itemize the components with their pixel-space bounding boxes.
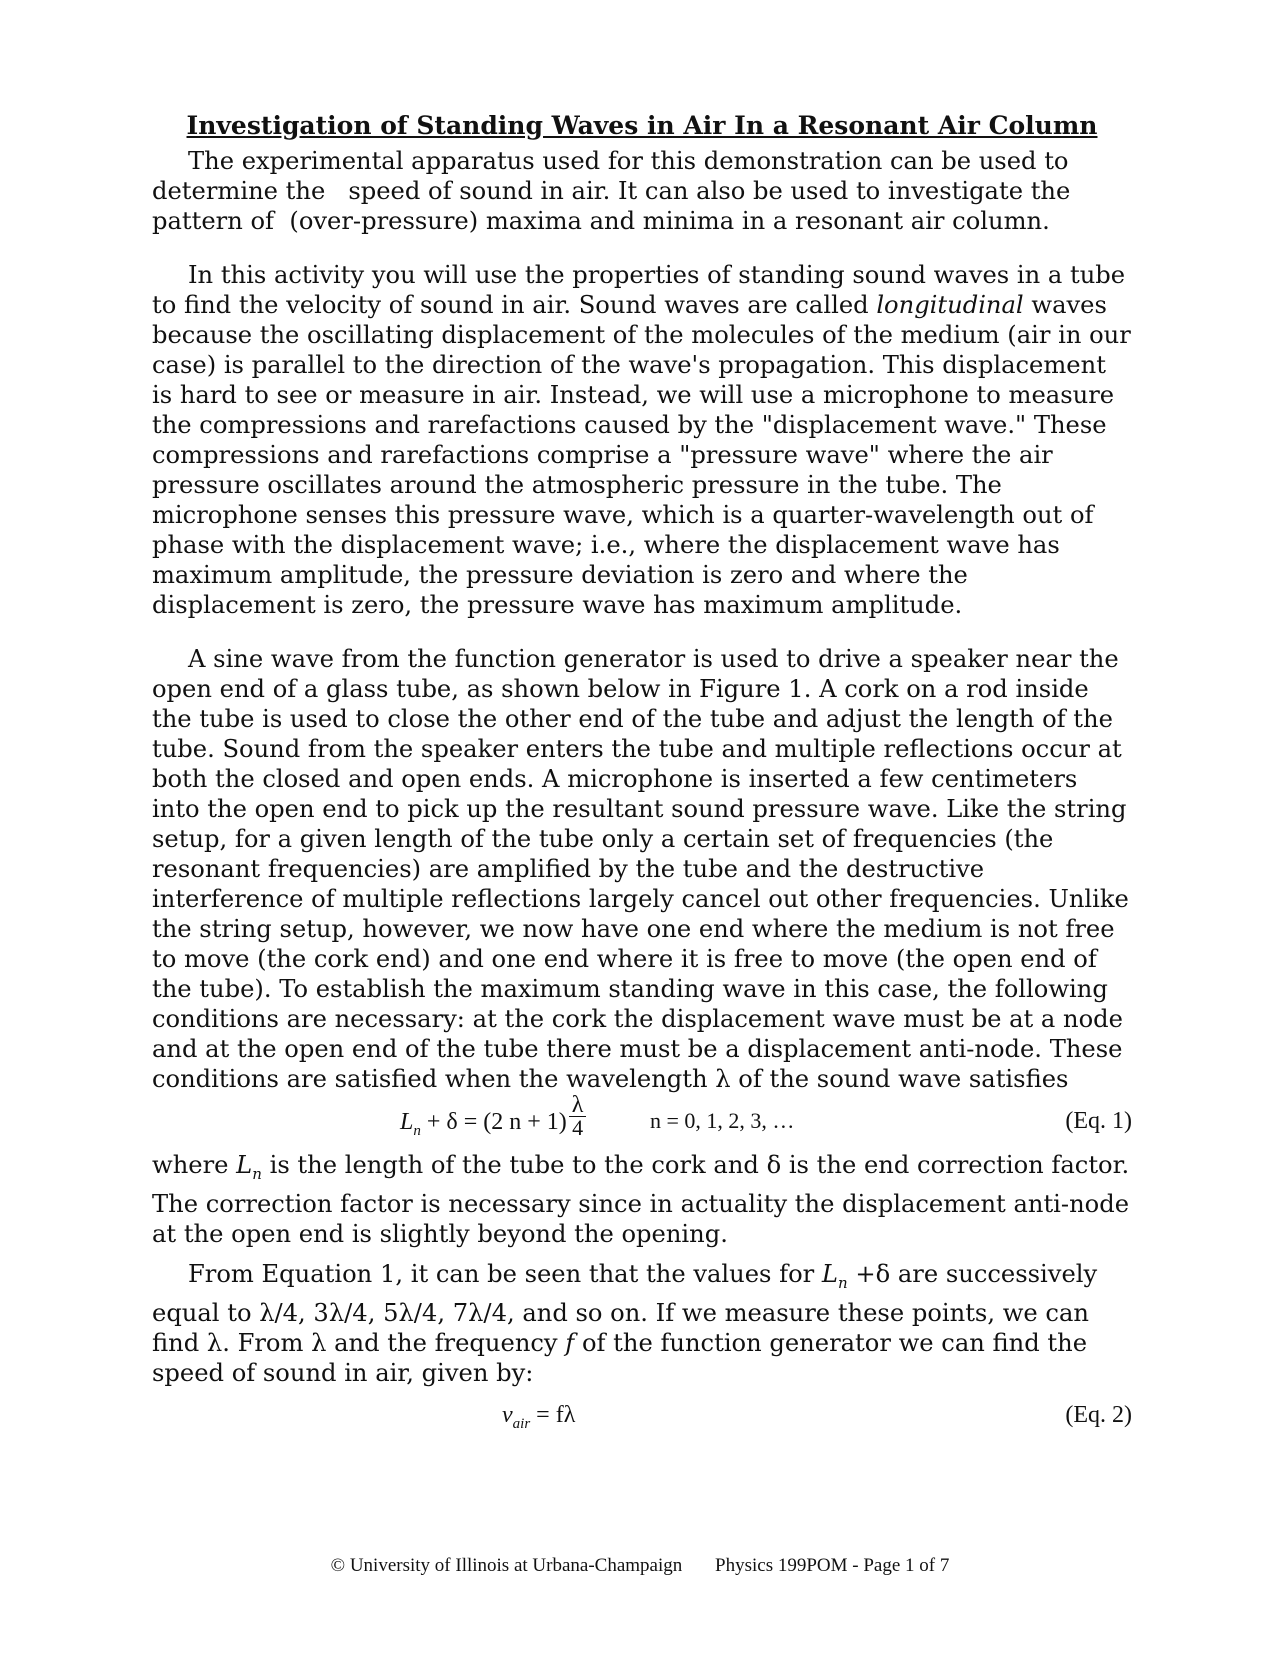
eq1-label: (Eq. 1) (1065, 1108, 1132, 1134)
paragraph-apparatus: A sine wave from the function generator is used to drive a speaker near the open end of a glass tube, as shown below in Figure 1. A cork on a rod inside the tube is used to close the other end of the tube and adjust the length of the tube. Sound from the speaker enters the tube and multiple reflections occur at both the closed and open ends. A microphone is inserted a few centimeters into the open end to pick up the resultant sound pressure wave. Like the string setup, for a given length of the tube only a certain set of frequencies (the resonant frequencies) are amplified by the tube and the destructive interference of multiple reflections largely cancel out other frequencies. Unlike the string setup, however, we now have one end where the medium is not free to move (the cork end) and one end where it is free to move (the open end of the tube). To establish the maximum standing wave in this case, the following conditions are necessary: at the cork the displacement wave must be at a node and at the open end of the tube there must be a displacement anti-node. These conditions are satisfied when the wavelength λ of the sound wave satisfies (152, 645, 1129, 1093)
equation-2 (152, 1388, 1132, 1442)
equation-1 (152, 1094, 1132, 1150)
p2-text-a: In this activity you will use the properties of standing sound waves in a tube to find the velocity of sound in air. Sound waves are called (152, 261, 1126, 319)
eq2-label: (Eq. 2) (1065, 1401, 1132, 1428)
footer-page-number: Physics 199POM - Page 1 of 7 (715, 1555, 950, 1576)
paragraph-end-correction: where $L_n$ is the length of the tube to the cork and δ is the end correction factor. The correction factor is necessary since in actuality the displacement anti-node at the open end is slightly beyond the opening. (152, 1151, 1130, 1248)
paragraph-longitudinal (152, 260, 1132, 620)
eq1-numerator: λ (569, 1094, 587, 1117)
eq2-lhs: $v_{air} = f\lambda$ (502, 1401, 576, 1432)
paragraph-intro: The experimental apparatus used for this demonstration can be used to determine the speed of sound in air. It can also be used to investigate the pattern of (over-pressure) maxima and minima in a resonant air column. (152, 147, 1071, 235)
page-footer (0, 1555, 1280, 1577)
p2-text-b: waves because the oscillating displacement of the molecules of the medium (air in our case) is parallel to the direction of the wave's propagation. This displacement is hard to see or measure in air. Instead, we will use a microphone to measure the compressions and rarefactions caused by the "displacement wave." These compressions and rarefactions comprise a "pressure wave" where the air pressure oscillates around the atmospheric pressure in the tube. The microphone senses this pressure wave, which is a quarter-wavelength out of phase with the displacement wave; i.e., where the displacement wave has maximum amplitude, the pressure deviation is zero and where the displacement is zero, the pressure wave has maximum amplitude. (152, 291, 1131, 619)
eq1-condition: n = 0, 1, 2, 3, … (650, 1108, 795, 1133)
eq1-lhs: $L_n + \delta = (2$ n + 1) $\frac{\lambda}{4}$ (400, 1108, 588, 1140)
paragraph-equation-1-values: From Equation 1, it can be seen that the values for $L_n +\delta$ are successively equal to λ/4, 3λ/4, 5λ/4, 7λ/4, and so on. If we measure these points, we can find λ. From λ and the frequency f of the function generator we can find the speed of sound in air, given by: (152, 1259, 1098, 1387)
footer-copyright: © University of Illinois at Urbana-Champaign (330, 1555, 683, 1576)
document-page (152, 110, 1132, 1442)
document-title: Investigation of Standing Waves in Air In a Resonant Air Column (186, 111, 1098, 140)
eq1-denominator: 4 (572, 1115, 584, 1140)
emphasis-longitudinal: longitudinal (876, 291, 1024, 319)
